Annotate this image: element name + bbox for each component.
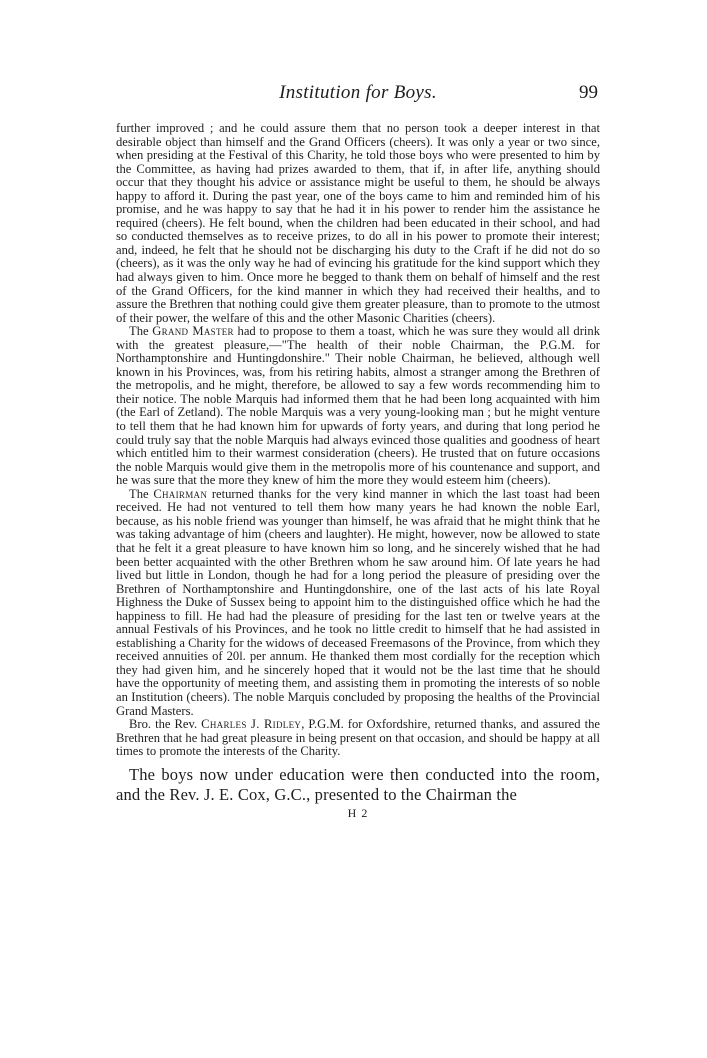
paragraph-2: The Grand Master had to propose to them a toast, which he was sure they would all drink with the greatest pleasure,—"The health of their noble Chairman, the P.G.M. for Northamptonshire and Huntingdonshire." Their noble Chairman, he believed, although well known in his Provinces, was, from his retiring habits, almost a stranger among the Brethren of the metropolis, and he might, therefore, be allowed to say a few words recommending him to their notice. The noble Marquis had informed them that he had been long acquainted with him (the Earl of Zetland). The noble Marquis was a very young-looking man ; but he might venture to tell them that he had known him for upwards of forty years, and during that long period he could truly say that the noble Marquis had always evinced those qualities and goodness of heart which entitled him to their warmest consideration (cheers). He trusted that on future occasions the noble Marquis would give them in the metropolis more of his countenance and support, and he was sure that the more they knew of him the more they would esteem him (cheers). [116,324,601,488]
paragraph-1: further improved ; and he could assure them that no person took a deeper interest in that desirable object than himself and the Grand Officers (cheers). It was only a year or two since, when presiding at the Festival of this Charity, he told those boys who were presented to him by the Committee, as having had prizes awarded to them, that if, in after life, anything should occur that they thought his advice or assistance might be useful to them, he should be always happy to afford it. During the past year, one of the boys came to him and reminded him of his promise, and he was happy to say that he had it in his power to render him the assistance he required (cheers). He felt bound, when the children had been educated in their school, and had so conducted themselves as to receive prizes, to do all in his power to promote their interest; and, indeed, he felt that he should not be discharging his duty to the Craft if he did not do so (cheers), as it was the only way he had of evincing his gratitude for the kind support which they had always given to him. Once more he begged to thank them on behalf of himself and the rest of the Grand Officers, for the kind manner in which they had received their healths, and to assure the Brethren that nothing could give them greater pleasure, than to promote to the utmost of their power, the welfare of this and the other Masonic Charities (cheers). [116,121,600,325]
speaker-chairman: Chairman [153,486,208,501]
paragraph-2-text: had to propose to them a toast, which he was sure they would all drink with the greatest pleasure,—"The health of their noble Chairman, the P.G.M. for Northamptonshire and Huntingdonshire." Their noble Chairman, he believed, although well known in his Provinces, was, from his retiring habits, almost a stranger among the Brethren of the metropolis, and he might, therefore, be allowed to say a few words recommending him to their notice. The noble Marquis had informed them that he had been long acquainted with him (the Earl of Zetland). The noble Marquis was a very young-looking man ; but he might venture to tell them that he had known him for upwards of forty years, and during that long period he could truly say that the noble Marquis had always evinced those qualities and goodness of heart which entitled him to their warmest consideration (cheers). He trusted that on future occasions the noble Marquis would give them in the metropolis more of his countenance and support, and he was sure that the more they knew of him the more they would esteem him (cheers). [116,324,601,488]
running-head: Institution for Boys. [279,82,437,103]
paragraph-3: The Chairman returned thanks for the very kind manner in which the last toast had been received. He had not ventured to tell them how many years he had known the noble Earl, because, as his noble friend was younger than himself, he was afraid that he might think that he was taking advantage of him (cheers and laughter). He might, however, now be allowed to state that he felt it a great pleasure to have known him so long, and he sincerely wished that he had been better acquainted with the other Brethren whom he saw around him. Of late years he had lived but little in London, though he had for a long period the pleasure of presiding over the Brethren of Northamptonshire and Huntingdonshire, one of the last acts of his late Royal Highness the Duke of Sussex being to appoint him to the distinguished office which he had the happiness to fill. He had had the pleasure of presiding for the last ten or twelve years at the annual Festivals of his Provinces, and he took no little credit to himself that he had assisted in establishing a Charity for the widows of deceased Freemasons of the Province, from which they received annuities of 20l. per annum. He thanked them most cordially for the reception which they had given him, and he sincerely hoped that it would not be the last time that he should have the opportunity of meeting them, and assisting them in promoting the interests of so noble an Institution (cheers). The noble Marquis concluded by proposing the healths of the Provincial Grand Masters. [116,486,600,718]
paragraph-4-prefix: Bro. the Rev. [129,717,202,732]
document-page [116,80,600,821]
page-number: 99 [579,82,598,103]
signature-mark: H 2 [347,805,369,820]
page-header [116,80,600,110]
paragraph-4-text: , P.G.M. for Oxfordshire, returned thanks, and assured the Brethren that he had great pleasure in being present on that occasion, and should be happy at all times to promote the interests of the Charity. [116,717,600,759]
article-body [116,122,600,759]
paragraph-3-text: returned thanks for the very kind manner in which the last toast had been received. He had not ventured to tell them how many years he had known the noble Earl, because, as his noble friend was younger than himself, he was afraid that he might think that he was taking advantage of him (cheers and laughter). He might, however, now be allowed to state that he felt it a great pleasure to have known him so long, and he sincerely wished that he had been better acquainted with the other Brethren whom he saw around him. Of late years he had lived but little in London, though he had for a long period the pleasure of presiding over the Brethren of Northamptonshire and Huntingdonshire, one of the last acts of his late Royal Highness the Duke of Sussex being to appoint him to the distinguished office which he had the happiness to fill. He had had the pleasure of presiding for the last ten or twelve years at the annual Festivals of his Provinces, and he took no little credit to himself that he had assisted in establishing a Charity for the widows of deceased Freemasons of the Province, from which they received annuities of 20l. per annum. He thanked them most cordially for the reception which they had given him, and he sincerely hoped that it would not be the last time that he should have the opportunity of meeting them, and assisting them in promoting the interests of so noble an Institution (cheers). The noble Marquis concluded by proposing the healths of the Provincial Grand Masters. [116,486,600,718]
speaker-ridley: Charles J. Ridley [201,717,302,732]
paragraph-4 [116,718,600,759]
paragraph-5: The boys now under education were then conducted into the room, and the Rev. J. E. Cox, G.C., presented to the Chairman the [116,764,600,804]
speaker-grand-master: Grand Master [152,324,234,339]
